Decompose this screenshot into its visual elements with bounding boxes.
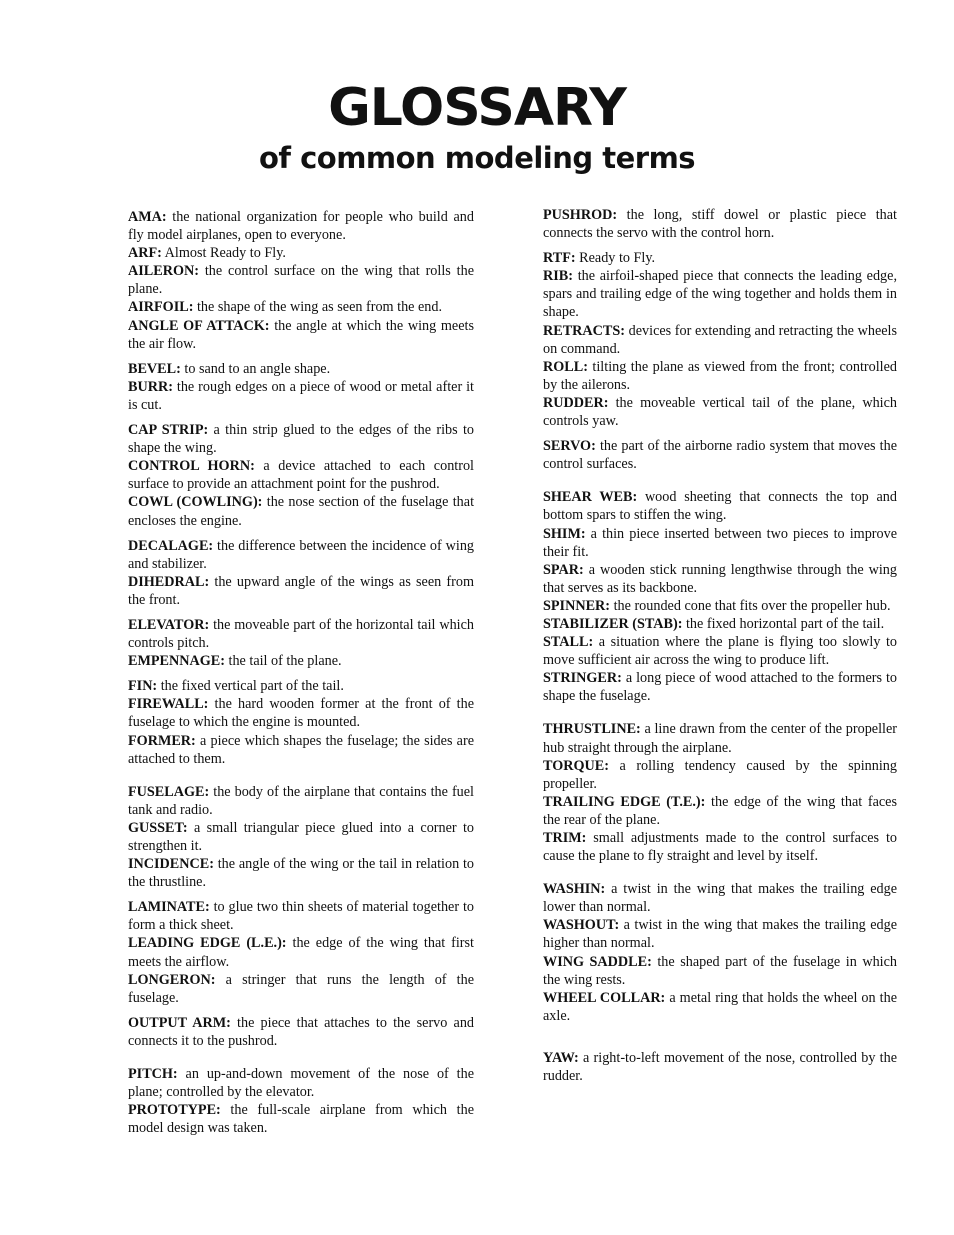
- glossary-entry: [128, 819, 474, 855]
- glossary-term: SPAR:: [543, 561, 584, 578]
- glossary-term: STRINGER:: [543, 670, 622, 687]
- glossary-entry: [128, 971, 474, 1007]
- glossary-definition: a situation where the plane is flying too slowly to move sufficient air across the wing to produce lift.: [543, 634, 898, 669]
- glossary-definition: a metal ring that holds the wheel on the axle.: [543, 989, 897, 1024]
- glossary-entry: [128, 298, 474, 316]
- glossary-definition: a line drawn from the center of the propeller hub straight through the airplane.: [543, 721, 897, 756]
- glossary-definition: a rolling tendency caused by the spinning propeller.: [543, 757, 897, 792]
- glossary-definition: the edge of the wing that first meets the airflow.: [128, 935, 474, 970]
- glossary-entry: [543, 358, 897, 394]
- glossary-definition: an up-and-down movement of the nose of the plane; controlled by the elevator.: [128, 1066, 474, 1101]
- glossary-entry: [128, 677, 474, 695]
- glossary-definition: the angle at which the wing meets the air flow.: [128, 317, 474, 352]
- glossary-term: PUSHROD:: [543, 207, 618, 223]
- glossary-definition: the long, stiff dowel or plastic piece that connects the servo with the control horn.: [543, 207, 897, 242]
- glossary-definition: the fixed horizontal part of the tail.: [685, 615, 885, 632]
- glossary-term: AILERON:: [128, 263, 199, 280]
- glossary-term: INCIDENCE:: [128, 856, 214, 873]
- glossary-entry: [543, 249, 897, 267]
- glossary-definition: the upward angle of the wings as seen from the front.: [128, 573, 474, 608]
- glossary-entry: [543, 757, 897, 793]
- glossary-term: OUTPUT ARM:: [128, 1014, 231, 1031]
- glossary-definition: a twist in the wing that makes the trailing edge higher than normal.: [543, 917, 898, 952]
- glossary-entry: [128, 898, 474, 934]
- page-subtitle: of common modeling terms: [258, 141, 696, 175]
- glossary-entry: [128, 421, 474, 457]
- glossary-entry: [128, 783, 474, 819]
- glossary-entry: [128, 573, 474, 609]
- glossary-term: PITCH:: [128, 1066, 178, 1083]
- glossary-term: SERVO:: [543, 438, 596, 455]
- glossary-term: GUSSET:: [128, 819, 188, 836]
- glossary-definition: devices for extending and retracting the wheels on command.: [543, 322, 898, 357]
- glossary-entry: [128, 244, 474, 262]
- glossary-term: RIB:: [543, 268, 573, 285]
- glossary-definition: a long piece of wood attached to the formers to shape the fuselage.: [543, 670, 898, 705]
- glossary-term: SHIM:: [543, 525, 586, 542]
- glossary-term: BEVEL:: [128, 360, 181, 377]
- glossary-entry: [128, 652, 474, 670]
- glossary-entry: [543, 793, 897, 829]
- glossary-entry: [128, 262, 474, 298]
- glossary-term: YAW:: [543, 1049, 579, 1066]
- glossary-term: LAMINATE:: [128, 899, 210, 916]
- glossary-definition: a stringer that runs the length of the fuselage.: [128, 971, 474, 1006]
- glossary-entry: [128, 493, 474, 529]
- glossary-entry: [128, 378, 474, 414]
- glossary-entry: [543, 916, 897, 952]
- glossary-entry: [128, 360, 474, 378]
- glossary-term: DIHEDRAL:: [128, 573, 210, 590]
- glossary-entry: [543, 206, 897, 242]
- glossary-entry: [543, 989, 897, 1025]
- glossary-definition: a twist in the wing that makes the trailing edge lower than normal.: [543, 881, 898, 916]
- glossary-definition: the shape of the wing as seen from the end.: [196, 299, 443, 316]
- glossary-entry: [543, 880, 897, 916]
- glossary-entry: [128, 537, 474, 573]
- glossary-term: WHEEL COLLAR:: [543, 989, 666, 1006]
- glossary-term: CAP STRIP:: [128, 422, 209, 439]
- glossary-entry: [543, 322, 897, 358]
- glossary-definition: a small triangular piece glued into a corner to strengthen it.: [128, 819, 475, 854]
- glossary-entry: [128, 1065, 474, 1101]
- glossary-entry: [543, 669, 897, 705]
- glossary-entry: [128, 934, 474, 970]
- glossary-term: FIREWALL:: [128, 696, 209, 713]
- glossary-entry: [128, 208, 474, 244]
- glossary-term: TRIM:: [543, 830, 587, 846]
- glossary-definition: the national organization for people who build and fly model airplanes, open to everyone.: [128, 209, 474, 244]
- glossary-term: RUDDER:: [543, 394, 609, 411]
- glossary-entry: [543, 561, 897, 597]
- glossary-entry: [543, 953, 897, 989]
- glossary-definition: the difference between the incidence of wing and stabilizer.: [128, 537, 475, 572]
- glossary-entry: [128, 1101, 474, 1137]
- glossary-definition: the nose section of the fuselage that encloses the engine.: [128, 494, 475, 529]
- glossary-term: SHEAR WEB:: [543, 489, 638, 506]
- glossary-entry: [543, 525, 897, 561]
- glossary-definition: a thin strip glued to the edges of the ribs to shape the wing.: [128, 422, 475, 457]
- glossary-term: ROLL:: [543, 358, 588, 375]
- glossary-term: DECALAGE:: [128, 537, 214, 554]
- page-title: GLOSSARY: [328, 78, 626, 138]
- glossary-definition: the full-scale airplane from which the model design was taken.: [128, 1102, 474, 1137]
- glossary-term: SPINNER:: [543, 597, 611, 614]
- glossary-definition: wood sheeting that connects the top and bottom spars to stiffen the wing.: [543, 489, 897, 524]
- glossary-definition: the rounded cone that fits over the propeller hub.: [613, 597, 891, 614]
- glossary-definition: the hard wooden former at the front of the fuselage to which the engine is mounted.: [128, 696, 474, 731]
- glossary-term: RTF:: [543, 250, 576, 267]
- glossary-term: ARF:: [128, 245, 162, 262]
- glossary-definition: a piece which shapes the fuselage; the sides are attached to them.: [128, 732, 474, 767]
- glossary-entry: [543, 1049, 897, 1085]
- glossary-entry: [128, 855, 474, 891]
- glossary-term: COWL (COWLING):: [128, 494, 263, 511]
- glossary-term: WING SADDLE:: [543, 953, 652, 970]
- glossary-term: LONGERON:: [128, 971, 216, 988]
- glossary-definition: the moveable part of the horizontal tail which controls pitch.: [128, 616, 475, 652]
- glossary-definition: to glue two thin sheets of material together to form a thick sheet.: [128, 899, 474, 934]
- glossary-entry: [543, 829, 897, 865]
- glossary-term: FIN:: [128, 678, 158, 695]
- glossary-definition: the control surface on the wing that rolls the plane.: [128, 263, 474, 298]
- glossary-definition: the shaped part of the fuselage in which the wing rests.: [543, 953, 898, 988]
- glossary-entry: [543, 394, 897, 430]
- glossary-column-left: [128, 208, 474, 1137]
- glossary-term: AMA:: [128, 209, 167, 225]
- glossary-definition: the rough edges on a piece of wood or metal after it is cut.: [128, 378, 474, 413]
- glossary-term: TRAILING EDGE (T.E.):: [543, 793, 706, 810]
- glossary-term: STABILIZER (STAB):: [543, 615, 683, 632]
- glossary-entry: [543, 615, 897, 633]
- glossary-term: WASHOUT:: [543, 917, 620, 934]
- glossary-definition: the part of the airborne radio system that moves the control surfaces.: [543, 438, 897, 473]
- glossary-term: THRUSTLINE:: [543, 721, 641, 738]
- glossary-term: LEADING EDGE (L.E.):: [128, 935, 287, 952]
- glossary-definition: Ready to Fly.: [579, 250, 656, 267]
- glossary-term: ELEVATOR:: [128, 616, 210, 633]
- glossary-entry: [128, 616, 474, 652]
- glossary-definition: a device attached to each control surface to provide an attachment point for the pushrod.: [128, 458, 474, 493]
- glossary-term: AIRFOIL:: [128, 299, 194, 316]
- glossary-definition: the body of the airplane that contains the fuel tank and radio.: [128, 783, 475, 818]
- glossary-entry: [543, 597, 897, 615]
- glossary-definition: the airfoil-shaped piece that connects the leading edge, spars and trailing edge of the wing together and holds them in shape.: [543, 268, 897, 321]
- glossary-term: BURR:: [128, 378, 173, 395]
- glossary-entry: [128, 695, 474, 731]
- glossary-column-right: [543, 206, 897, 1085]
- glossary-definition: small adjustments made to the control surfaces to cause the plane to fly straight and level by itself.: [543, 830, 897, 865]
- glossary-entry: [128, 732, 474, 768]
- glossary-term: PROTOTYPE:: [128, 1102, 221, 1119]
- glossary-definition: the angle of the wing or the tail in relation to the thrustline.: [128, 856, 475, 891]
- glossary-entry: [543, 488, 897, 524]
- glossary-entry: [128, 457, 474, 493]
- glossary-definition: the fixed vertical part of the tail.: [160, 678, 344, 695]
- glossary-definition: the piece that attaches to the servo and connects it to the pushrod.: [128, 1014, 475, 1049]
- glossary-term: STALL:: [543, 634, 594, 651]
- glossary-entry: [543, 437, 897, 473]
- glossary-definition: the edge of the wing that faces the rear of the plane.: [543, 793, 897, 828]
- glossary-term: RETRACTS:: [543, 322, 625, 339]
- glossary-definition: the tail of the plane.: [228, 653, 342, 670]
- glossary-term: FUSELAGE:: [128, 783, 210, 800]
- glossary-entry: [543, 267, 897, 321]
- glossary-term: FORMER:: [128, 732, 196, 749]
- glossary-entry: [543, 633, 897, 669]
- glossary-definition: tilting the plane as viewed from the front; controlled by the ailerons.: [543, 358, 897, 393]
- glossary-definition: a thin piece inserted between two pieces to improve their fit.: [543, 525, 897, 560]
- glossary-definition: a right-to-left movement of the nose, controlled by the rudder.: [543, 1049, 898, 1085]
- glossary-term: WASHIN:: [543, 881, 606, 898]
- glossary-term: ANGLE OF ATTACK:: [128, 317, 270, 334]
- glossary-entry: [543, 720, 897, 756]
- glossary-term: EMPENNAGE:: [128, 653, 225, 670]
- glossary-term: TORQUE:: [543, 757, 609, 774]
- glossary-entry: [128, 317, 474, 353]
- glossary-definition: a wooden stick running lengthwise through the wing that serves as its backbone.: [543, 561, 897, 596]
- glossary-term: CONTROL HORN:: [128, 458, 255, 475]
- glossary-definition: the moveable vertical tail of the plane, which controls yaw.: [543, 394, 898, 430]
- glossary-definition: Almost Ready to Fly.: [164, 245, 286, 262]
- glossary-entry: [128, 1014, 474, 1050]
- glossary-definition: to sand to an angle shape.: [184, 360, 331, 377]
